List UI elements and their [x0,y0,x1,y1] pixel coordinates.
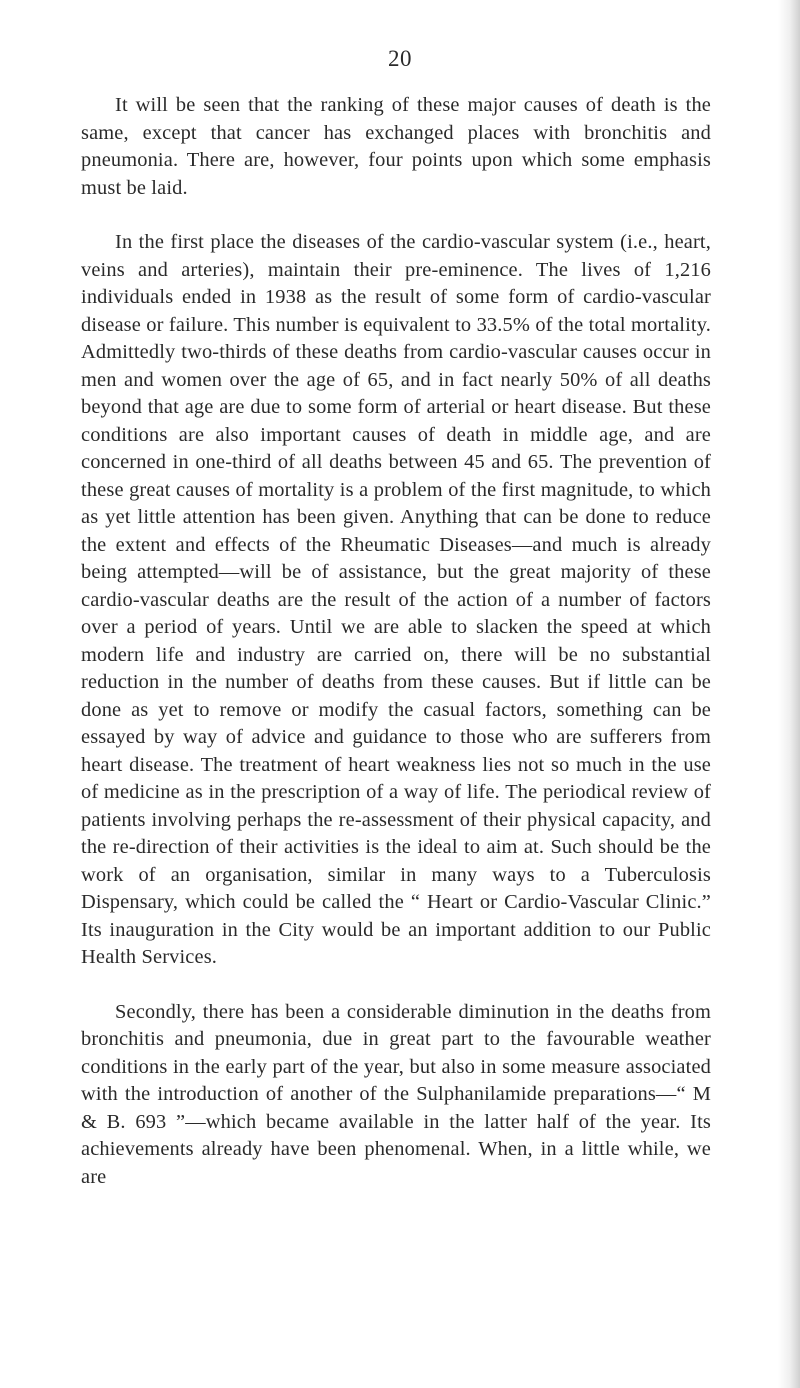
page-number: 20 [388,46,412,71]
paragraph-cardio-vascular: In the first place the diseases of the cardio-vascular system (i.e., heart, veins and arteries), maintain their pre-eminence. The lives of 1,216 individuals ended in 1938 as the result of some form of cardio-vascular disease or failure. This number is equivalent to 33.5% of the total mortality. Admittedly two-thirds of these deaths from cardio-vascular causes occur in men and women over the age of 65, and in fact nearly 50% of all deaths beyond that age are due to some form of arterial or heart disease. But these conditions are also important causes of death in middle age, and are concerned in one-third of all deaths between 45 and 65. The prevention of these great causes of mortality is a problem of the first magnitude, to which as yet little attention has been given. Anything that can be done to reduce the extent and effects of the Rheumatic Diseases—and much is already being attempted—will be of assistance, but the great majority of these cardio-vascular deaths are the result of the action of a number of factors over a period of years. Until we are able to slacken the speed at which modern life and industry are carried on, there will be no substantial reduction in the number of deaths from these causes. But if little can be done as yet to remove or modify the casual factors, something can be essayed by way of advice and guidance to those who are sufferers from heart disease. The treatment of heart weakness lies not so much in the use of medicine as in the prescription of a way of life. The periodical review of patients involving perhaps the re-assessment of their physical capacity, and the re-direction of their activities is the ideal to aim at. Such should be the work of an organisation, similar in many ways to a Tuberculosis Dispensary, which could be called the “ Heart or Cardio-Vascular Clinic.” Its inauguration in the City would be an important addition to our Public Health Services. [81,231,711,968]
paragraph-ranking: It will be seen that the ranking of these major causes of death is the same, except that cancer has exchanged places with bronchitis and pneumonia. There are, however, four points upon which some emphasis must be laid. [81,94,711,199]
paragraph-bronchitis-pneumonia: Secondly, there has been a considerable diminution in the deaths from bronchitis and pneumonia, due in great part to the favourable weather conditions in the early part of the year, but also in some measure associated with the introduction of another of the Sulphanilamide preparations—“ M & B. 693 ”—which became available in the latter half of the year. Its achievements already have been phenomenal. When, in a little while, we are [81,1000,711,1188]
body-text [81,92,711,1191]
page-edge-shadow [778,0,800,1388]
